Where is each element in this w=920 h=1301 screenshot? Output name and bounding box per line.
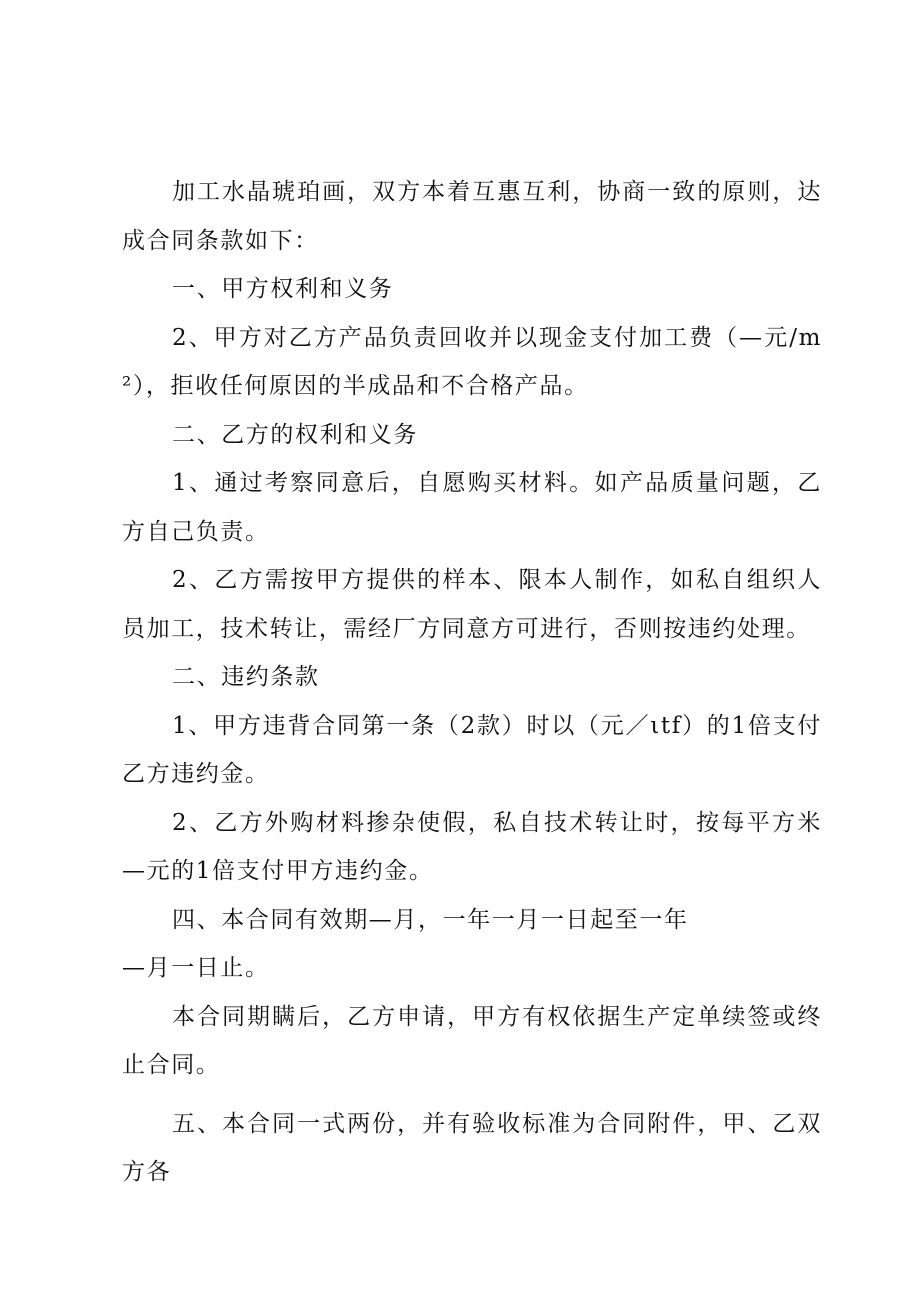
party-b-clause-2: 2、乙方需按甲方提供的样本、限本人制作，如私自组织人员加工，技术转让，需经厂方同意方可进行，否则按违约处理。 <box>122 567 822 642</box>
copies-clause: 五、本合同一式两份，并有验收标准为合同附件，甲、乙双方各 <box>122 1110 822 1185</box>
paragraph-gap <box>122 1090 822 1100</box>
breach-clause-2: 2、乙方外购材料掺杂使假，私自技术转让时，按每平方米—元的1倍支付甲方违约金。 <box>122 809 822 884</box>
intro-paragraph: 加工水晶琥珀画，双方本着互惠互利，协商一致的原则，达成合同条款如下： <box>122 179 822 254</box>
party-b-clause-1: 1、通过考察同意后，自愿购买材料。如产品质量问题，乙方自己负责。 <box>122 470 822 545</box>
section-heading-party-a: 一、甲方权利和义务 <box>172 276 394 302</box>
breach-clause-1: 1、甲方违背合同第一条（2款）时以（元／ιtf）的1倍支付乙方违约金。 <box>122 712 822 787</box>
section-heading-party-b: 二、乙方的权利和义务 <box>172 421 418 448</box>
party-a-clause-2: 2、甲方对乙方产品负责回收并以现金支付加工费（—元/m²），拒收任何原因的半成品和不合格产品。 <box>122 324 822 399</box>
validity-clause-end: —月一日止。 <box>122 955 270 981</box>
section-heading-breach: 二、违约条款 <box>172 664 320 690</box>
validity-clause: 四、本合同有效期—月，一年一月一日起至一年 <box>172 906 689 933</box>
renewal-clause: 本合同期瞒后，乙方申请，甲方有权依据生产定单续签或终止合同。 <box>122 1003 822 1078</box>
contract-body <box>122 168 822 1197</box>
